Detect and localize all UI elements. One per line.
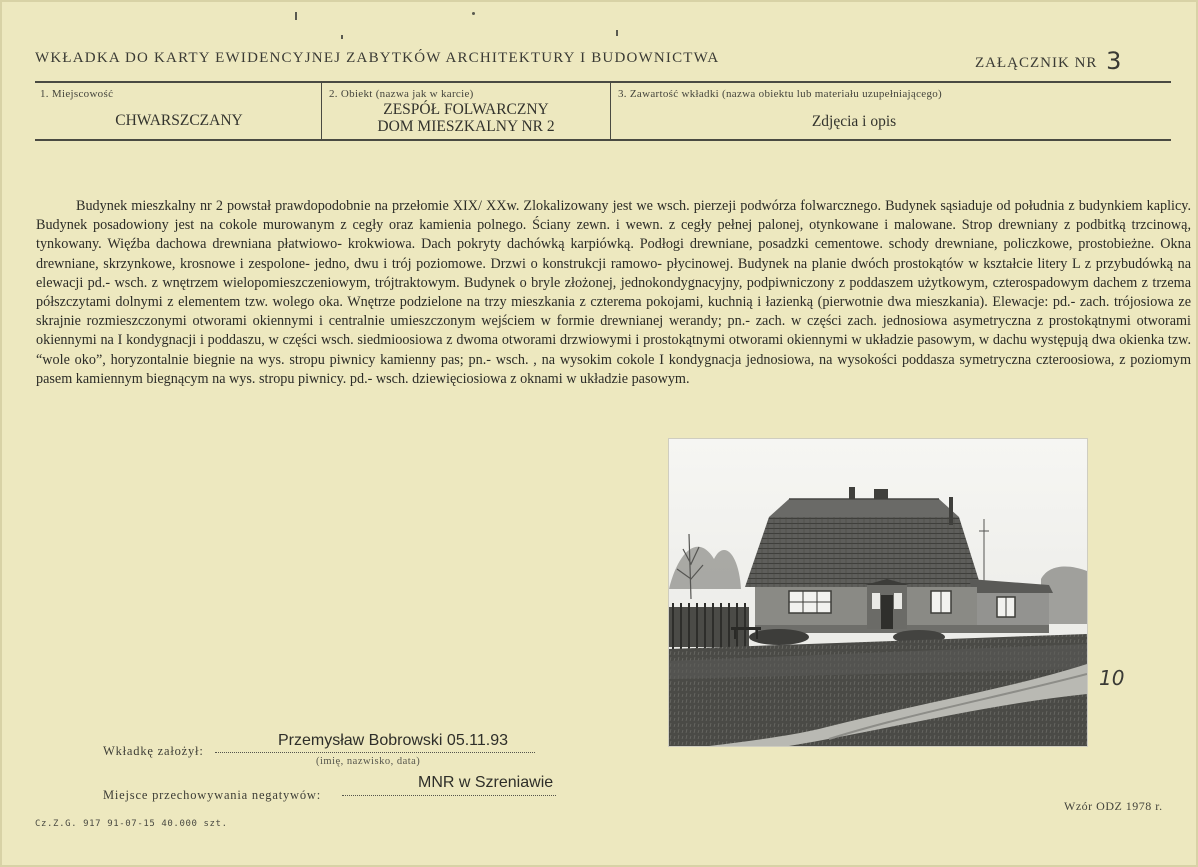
form-model: Wzór ODZ 1978 r. [1064,799,1163,813]
handwritten-page-number: 10 [1099,666,1125,690]
paper-speck [341,35,343,39]
paper-speck [295,12,297,20]
insert-author-line [215,752,535,753]
table-bottom-rule [35,139,1171,141]
object-label: 2. Obiekt (nazwa jak w karcie) [329,88,474,100]
object-value-line1: ZESPÓŁ FOLWARCZNY [383,101,549,118]
insert-author-value: Przemysław Bobrowski 05.11.93 [278,732,509,749]
negative-storage-value: MNR w Szreniawie [418,774,554,791]
attachment-heading [975,45,1122,73]
contents-value: Zdjęcia i opis [811,113,897,130]
form-title: WKŁADKA DO KARTY EWIDENCYJNEJ ZABYTKÓW ARCHITEKTURY I BUDOWNICTWA [35,50,720,66]
table-top-rule [35,81,1171,83]
paper-speck [472,12,475,15]
locality-value: CHWARSZCZANY [115,112,243,129]
insert-author-hint: (imię, nazwisko, data) [316,756,421,767]
locality-label: 1. Miejscowość [40,88,114,100]
contents-label: 3. Zawartość wkładki (nazwa obiektu lub materiału uzupełniającego) [618,88,943,100]
print-code: Cz.Z.G. 917 91-07-15 40.000 szt. [35,819,228,829]
object-value-line2: DOM MIESZKALNY NR 2 [377,118,555,135]
negative-storage-label: Miejsce przechowywania negatywów: [103,788,321,802]
column-divider [610,83,611,139]
attachment-label: ZAŁĄCZNIK NR [975,55,1098,71]
building-photograph [669,439,1087,746]
insert-author-label: Wkładkę założył: [103,744,204,758]
house-photo-image [669,439,1087,746]
negative-storage-line [342,795,556,796]
paper-speck [616,30,618,36]
object-value [324,103,608,134]
column-divider [321,83,322,139]
building-description: Budynek mieszkalny nr 2 powstał prawdopodobnie na przełomie XIX/ XXw. Zlokalizowany jest we wsch. pierzeji podwórza folwarcznego. Budynek sąsiaduje od południa z budynkiem kaplicy. Budynek posadowiony jest na cokole murowanym z cegły oraz kamienia polnego. Ściany zewn. i wewn. z cegły pełnej palonej, otynkowane i malowane. Strop drewniany z podbitką trzcinową, tynkowany. Więźba dachowa drewniana płatwiowo- krokwiowa. Dach pokryty dachówką karpiówką. Podłogi drewniane, posadzki cementowe. schody drewniane, policzkowe, prostobieżne. Okna drewniane, skrzynkowe, krosnowe i zespolone- jedno, dwu i trój poziomowe. Drzwi o konstrukcji ramowo- płycinowej. Budynek na planie dwóch prostokątów w kształcie litery L z przybudówką na elewacji pd.- wsch. z wnętrzem wielopomieszczeniowym, trójtraktowym. Budynek o bryle złożonej, jednokondygnacyjny, podpiwniczony z poddaszem użytkowym, czterospadowym dachem z trzema półszczytami dolnymi z elementem tzw. wolego oka. Wnętrze podzielone na trzy mieszkania z czterema pokojami, kuchnią i łazienką (pierwotnie dwa mieszkania). Elewacje: pd.- zach. trójosiowa ze skrajnie rozmieszczonymi otworami okiennymi i centralnie umieszczonym wejściem w formie drewnianej werandy; pn.- zach. w części zach. jednosiowa asymetryczna z prostokątnymi otworami okiennymi na I kondygnacji i poddaszu, w części wsch. siedmioosiowa z dwoma otworami drzwiowymi i prostokątnymi otworami okiennymi w układzie pasowym, w dachu występują dwa okienka tzw. “wole oko”, horyzontalnie biegnie na wys. stropu piwnicy kamienny pas; pn.- wsch. , na wysokim cokole I kondygnacja jednosiowa, na wysokości poddasza symetryczna czteroosiowa, z poziomym pasem kamiennym biegnącym na wys. stropu piwnicy. pd.- wsch. dziewięciosiowa z oknami w układzie pasowym. [36,198,1191,387]
attachment-number: 3 [1106,47,1123,75]
